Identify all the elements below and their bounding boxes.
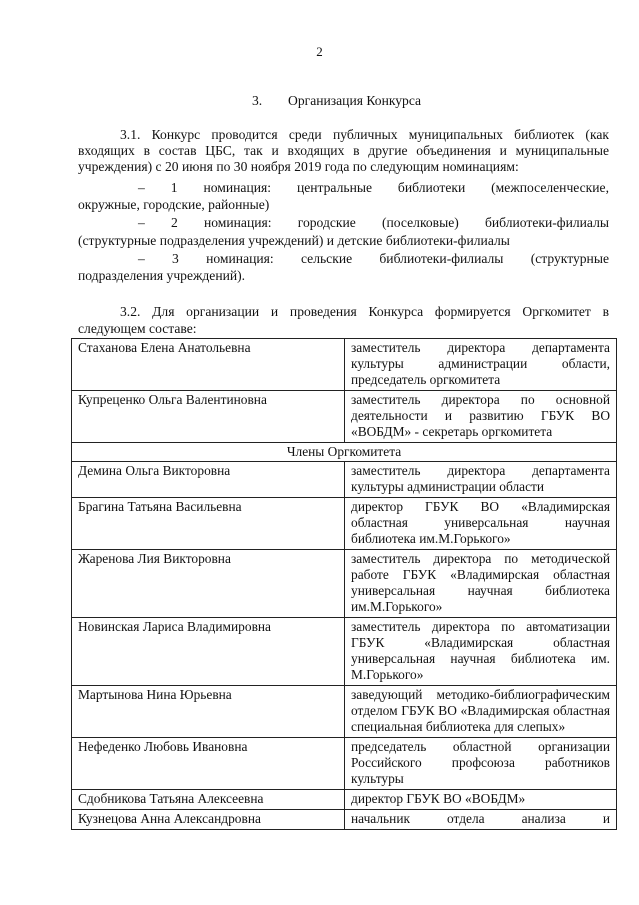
member-name: Нефеденко Любовь Ивановна xyxy=(72,738,345,790)
nomination-1-rest: окружные, городские, районные) xyxy=(78,197,270,212)
nomination-2-first: – 2 номинация: городские (поселковые) библиотеки-филиалы xyxy=(138,215,609,230)
table-row xyxy=(72,790,617,810)
member-name: Купреценко Ольга Валентиновна xyxy=(72,391,345,443)
members-header-row xyxy=(72,443,617,462)
member-name: Брагина Татьяна Васильевна xyxy=(72,498,345,550)
table-row xyxy=(72,738,617,790)
nomination-3-first: – 3 номинация: сельские библиотеки-филиалы (структурные xyxy=(138,251,609,266)
table-row xyxy=(72,686,617,738)
member-name: Сдобникова Татьяна Алексеевна xyxy=(72,790,345,810)
committee-table xyxy=(71,338,617,830)
members-header: Члены Оргкомитета xyxy=(72,443,617,462)
table-row xyxy=(72,810,617,830)
page-number: 2 xyxy=(316,44,323,59)
nomination-2-rest: (структурные подразделения учреждений) и детские библиотеки-филиалы xyxy=(78,233,510,248)
section-number: 3. xyxy=(252,93,263,108)
member-name: Демина Ольга Викторовна xyxy=(72,462,345,498)
member-role: директор ГБУК ВО «ВОБДМ» xyxy=(345,790,617,810)
member-name: Кузнецова Анна Александровна xyxy=(72,810,345,830)
member-name: Стаханова Елена Анатольевна xyxy=(72,339,345,391)
member-role: заместитель директора департамента культуры администрации области, председатель оргкомитета xyxy=(345,339,617,391)
nomination-1-first: – 1 номинация: центральные библиотеки (межпоселенческие, xyxy=(138,180,609,195)
section-heading xyxy=(252,93,421,109)
table-row xyxy=(72,339,617,391)
member-role: председатель областной организации Российского профсоюза работников культуры xyxy=(345,738,617,790)
paragraph-3-1 xyxy=(78,127,609,175)
table-row xyxy=(72,462,617,498)
paragraph-3-1-line: 3.1. Конкурс проводится среди публичных муниципальных библиотек (как xyxy=(120,127,609,142)
paragraph-3-2-line1: 3.2. Для организации и проведения Конкурса формируется Оргкомитет в xyxy=(120,304,609,319)
member-role: заместитель директора по методической работе ГБУК «Владимирская областная универсальная научная библиотека им.М.Горького» xyxy=(345,550,617,618)
paragraph-3-1-line: входящих в состав ЦБС, так и входящих в другие объединения и муниципальные xyxy=(78,143,609,158)
table-row xyxy=(72,618,617,686)
member-role: заместитель директора по основной деятельности и развитию ГБУК ВО «ВОБДМ» - секретарь оргкомитета xyxy=(345,391,617,443)
table-row xyxy=(72,498,617,550)
member-role: заместитель директора департамента культуры администрации области xyxy=(345,462,617,498)
member-role: заместитель директора по автоматизации ГБУК «Владимирская областная универсальная научная библиотека им. М.Горького» xyxy=(345,618,617,686)
member-name: Жаренова Лия Викторовна xyxy=(72,550,345,618)
paragraph-3-2-line2: следующем составе: xyxy=(78,321,197,336)
table-row xyxy=(72,391,617,443)
member-role: начальник отдела анализа и xyxy=(345,810,617,830)
member-name: Мартынова Нина Юрьевна xyxy=(72,686,345,738)
table-row xyxy=(72,550,617,618)
nomination-3-rest: подразделения учреждений). xyxy=(78,268,246,283)
section-title: Организация Конкурса xyxy=(288,93,422,108)
paragraph-3-1-line: учреждения) с 20 июня по 30 ноября 2019 года по следующим номинациям: xyxy=(78,159,519,174)
member-role: заведующий методико-библиографическим отделом ГБУК ВО «Владимирская областная специальная библиотека для слепых» xyxy=(345,686,617,738)
member-name: Новинская Лариса Владимировна xyxy=(72,618,345,686)
member-role: директор ГБУК ВО «Владимирская областная универсальная научная библиотека им.М.Горького» xyxy=(345,498,617,550)
